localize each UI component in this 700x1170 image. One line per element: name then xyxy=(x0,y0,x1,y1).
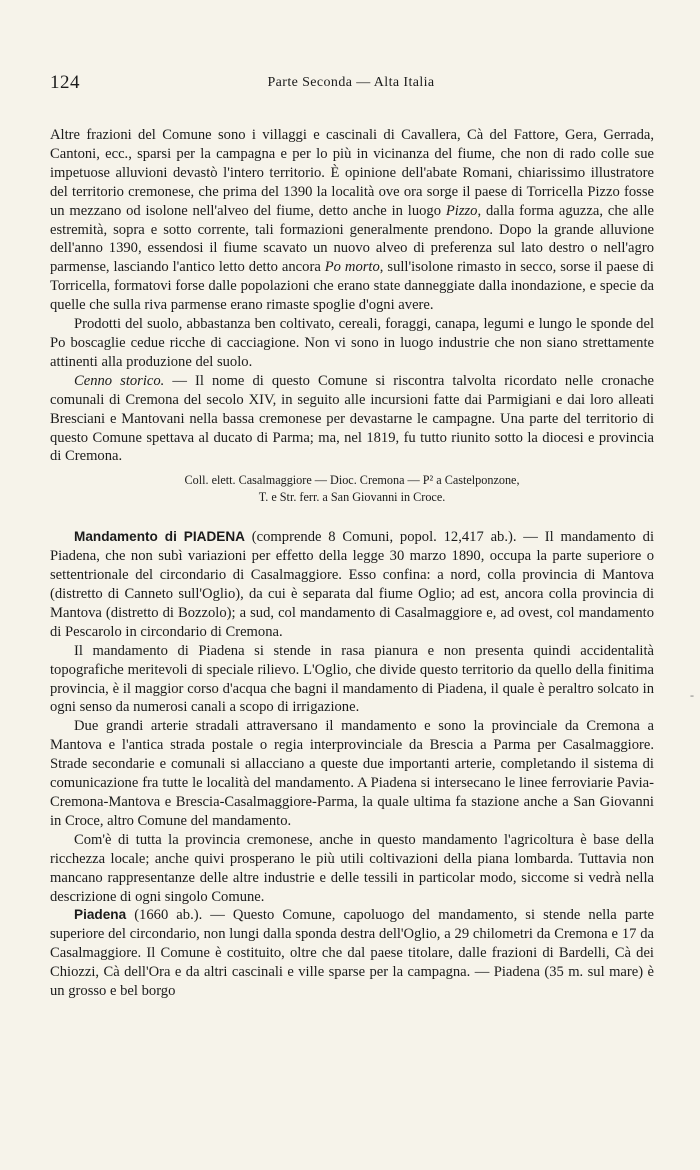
section-heading-bold: Mandamento di PIADENA xyxy=(74,529,245,545)
margin-mark: - xyxy=(690,688,694,702)
section-heading-bold: Piadena xyxy=(74,907,127,923)
paragraph-cenno-storico: Cenno storico. — Il nome di questo Comune si riscontra talvolta ricordato nelle cronache comunali di Cremona del secolo XIV, in seguito alle incursioni fatte dai Parmigiani e dai loro alleati Bresciani e Mantovani nella bassa cremonese per devastarne le campagne. Una parte del territorio di questo Comune spettava al ducato di Parma; ma, nel 1819, fu tutto riunito sotto la diocesi e provincia di Cremona. xyxy=(50,372,654,465)
italic-term: Pizzo xyxy=(445,202,478,219)
paragraph-piadena: Piadena (1660 ab.). — Questo Comune, capoluogo del mandamento, si stende nella parte superiore del circondario, non lungi dalla sponda destra dell'Oglio, a 29 chilometri da Cremona e 17 da Casalmaggiore. Il Comune è costituito, oltre che dal paese titolare, dalle frazioni di Bardelli, Cà dei Chiozzi, Cà dell'Ora e da altri cascinali e ville sparse per la campagna. — Piadena (35 m. sul mare) è un grosso e bel borgo xyxy=(50,907,654,1000)
paragraph-frazioni: Altre frazioni del Comune sono i villaggi e cascinali di Cavallera, Cà del Fattore, Gera, Gerrada, Cantoni, ecc., sparsi per la campagna e per lo più in vicinanza del fiume, che non di rado colle sue impetuose alluvioni devastò l'intero territorio. È opinione dell'abate Romani, chiarissimo illustratore del territorio cremonese, che prima del 1390 la località ove ora sorge il paese di Torricella Pizzo fosse un mezzano od isolone nell'alveo del fiume, detto anche in luogo Pizzo, dalla forma aguzza, che alle estremità, sopra e sotto corrente, tali formazioni generalmente prendono. Dopo la grande alluvione dell'anno 1390, essendosi il fiume scavato un nuovo alveo di preferenza sul lato destro o nell'agro parmense, lasciando l'antico letto detto ancora Po morto, sull'isolone rimasto in secco, sorse il paese di Torricella, formatovi forse dalle popolazioni che erano state danneggiate dalla inondazione, e specie da quelle che sulla riva parmense erano rimaste spoglie d'ogni avere. xyxy=(50,127,654,314)
page-body xyxy=(50,126,654,1001)
section-heading-italic: Cenno storico. xyxy=(74,372,165,389)
page-header xyxy=(50,72,652,94)
paragraph-mandamento: Mandamento di PIADENA (comprende 8 Comuni, popol. 12,417 ab.). — Il mandamento di Piadena, che non subì variazioni per effetto della legge 30 marzo 1890, occupa la parte superiore o settentrionale del circondario di Casalmaggiore. Esso confina: a nord, colla provincia di Mantova (distretto di Canneto sull'Oglio), da cui è separata dal fiume Oglio; ad est, ancora colla provincia di Mantova (distretto di Bozzolo); a sud, col mandamento di Casalmaggiore e, ad ovest, col mandamento di Pescarolo in circondario di Cremona. xyxy=(50,529,654,640)
electoral-imprint: Coll. elett. Casalmaggiore — Dioc. Cremona — P² a Castelponzone, T. e Str. ferr. a San Giovanni in Croce. xyxy=(184,473,520,505)
paragraph-prodotti: Prodotti del suolo, abbastanza ben coltivato, cereali, foraggi, canapa, legumi e lungo le sponde del Po boscaglie cedue ricche di cacciagione. Non vi sono in luogo industrie che non siano strettamente attinenti alla produzione del suolo. xyxy=(50,316,654,370)
italic-term: Po morto xyxy=(324,259,380,276)
page-number: 124 xyxy=(50,72,80,93)
paragraph-agricoltura: Com'è di tutta la provincia cremonese, anche in questo mandamento l'agricoltura è base della ricchezza locale; anche quivi prosperano le più utili coltivazioni della piana lombarda. Tuttavia non mancano rappresentanze delle altre industrie e delle tessili in particolar modo, siccome si vedrà nella descrizione di ogni singolo Comune. xyxy=(50,831,654,905)
paragraph-strade: Due grandi arterie stradali attraversano il mandamento e sono la provinciale da Cremona a Mantova e l'antica strada postale o regia interprovinciale da Brescia a Parma per Casalmaggiore. Strade secondarie e comunali si allacciano a queste due importanti arterie, completando il sistema di comunicazione fra tutte le località del mandamento. A Piadena si intersecano le linee ferroviarie Pavia-Cremona-Mantova e Brescia-Casalmaggiore-Parma, la quale ultima fa stazione anche a San Giovanni in Croce, altro Comune del mandamento. xyxy=(50,718,654,829)
paragraph-topografia: Il mandamento di Piadena si stende in rasa pianura e non presenta quindi accidentalità topografiche meritevoli di speciale rilievo. L'Oglio, che divide questo territorio da quello della finitima provincia, è il maggior corso d'acqua che bagni il mandamento di Piadena, il quale è peraltro solcato in ogni senso da numerosi canali a scopo di irrigazione. xyxy=(50,642,654,716)
running-head: Parte Seconda — Alta Italia xyxy=(267,75,435,90)
